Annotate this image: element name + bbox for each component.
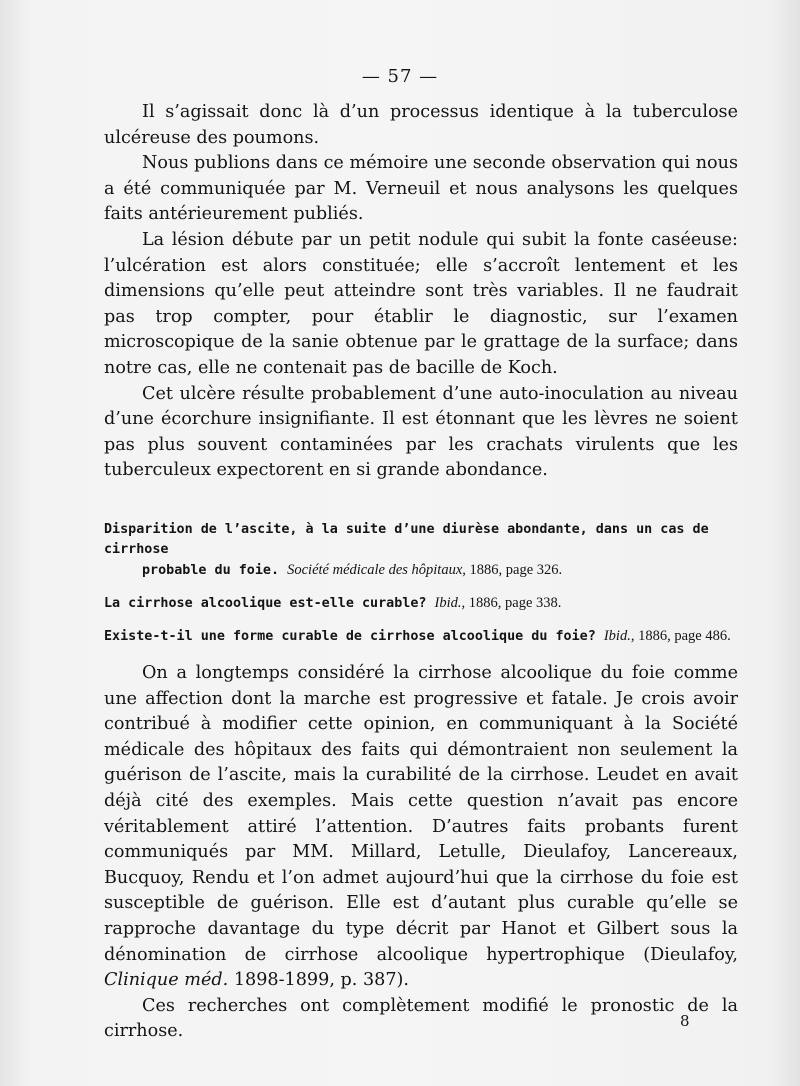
reference-source: Ibid.,	[603, 628, 635, 644]
reference-item	[104, 520, 740, 581]
citation-title: Clinique méd.	[104, 970, 229, 991]
reference-title-continued: probable du foie.	[142, 563, 280, 578]
paragraph	[104, 661, 738, 994]
reference-source: Société médicale des hôpitaux,	[287, 562, 466, 578]
reference-details: 1886, page 338.	[465, 595, 562, 611]
signature-mark: 8	[680, 1012, 690, 1030]
reference-title: La cirrhose alcoolique est-elle curable?	[104, 596, 427, 611]
paragraph-text: On a longtemps considéré la cirrhose alcoolique du foie comme une affection dont la marche est progressive et fatale. Je crois avoir contribué à modifier cette opinion, en communiquant à la Société médicale des hôpitaux des faits qui démontraient non seulement la guérison de l’ascite, mais la curabilité de la cirrhose. Leudet en avait déjà cité des exemples. Mais cette question n’avait pas encore véritablement attiré l’attention. D’autres faits probants furent communiqués par MM. Millard, Letulle, Dieulafoy, Lancereaux, Bucquoy, Rendu et l’on admet aujourd’hui que la cirrhose du foie est susceptible de guérison. Elle est d’autant plus curable qu’elle se rapproche davantage du type décrit par Hanot et Gilbert sous la dénomination de cirrhose alcoolique hypertrophique (Dieulafoy,	[104, 663, 738, 965]
paragraph: La lésion débute par un petit nodule qui subit la fonte caséeuse: l’ulcération est alors constituée; elle s’accroît lentement et les dimensions qu’elle peut atteindre sont très variables. Il ne faudrait pas trop compter, pour établir le diagnostic, sur l’examen microscopique de la sanie obtenue par le grattage de la surface; dans notre cas, elle ne contenait pas de bacille de Koch.	[104, 229, 738, 378]
page-number: — 57 —	[361, 66, 439, 87]
paragraph-text-end: 1898-1899, p. 387).	[228, 970, 409, 991]
paragraph: Il s’agissait donc là d’un processus identique à la tuberculose ulcéreuse des poumons.	[104, 102, 738, 148]
intro-section	[104, 100, 738, 484]
reference-details: 1886, page 326.	[465, 562, 563, 578]
publication-references	[104, 520, 740, 659]
reference-item	[104, 593, 740, 614]
reference-details: 1886, page 486.	[634, 628, 731, 644]
paragraph: Cet ulcère résulte probablement d’une auto-inoculation au niveau d’une écorchure insignifiante. Il est étonnant que les lèvres ne soient pas plus souvent contaminées par les crachats virulents que les tuberculeux expectorent en si grande abondance.	[104, 383, 738, 481]
paragraph: Ces recherches ont complètement modifié le pronostic de la cirrhose.	[104, 995, 738, 1042]
discussion-section	[104, 661, 738, 1045]
reference-title: Existe-t-il une forme curable de cirrhose alcoolique du foie?	[104, 629, 596, 644]
reference-item	[104, 626, 740, 647]
reference-source: Ibid.,	[434, 595, 466, 611]
reference-title: Disparition de l’ascite, à la suite d’une diurèse abondante, dans un cas de cirrhose	[104, 522, 709, 557]
paragraph: Nous publions dans ce mémoire une seconde observation qui nous a été communiquée par M. Verneuil et nous analysons les quelques faits antérieurement publiés.	[104, 153, 738, 225]
